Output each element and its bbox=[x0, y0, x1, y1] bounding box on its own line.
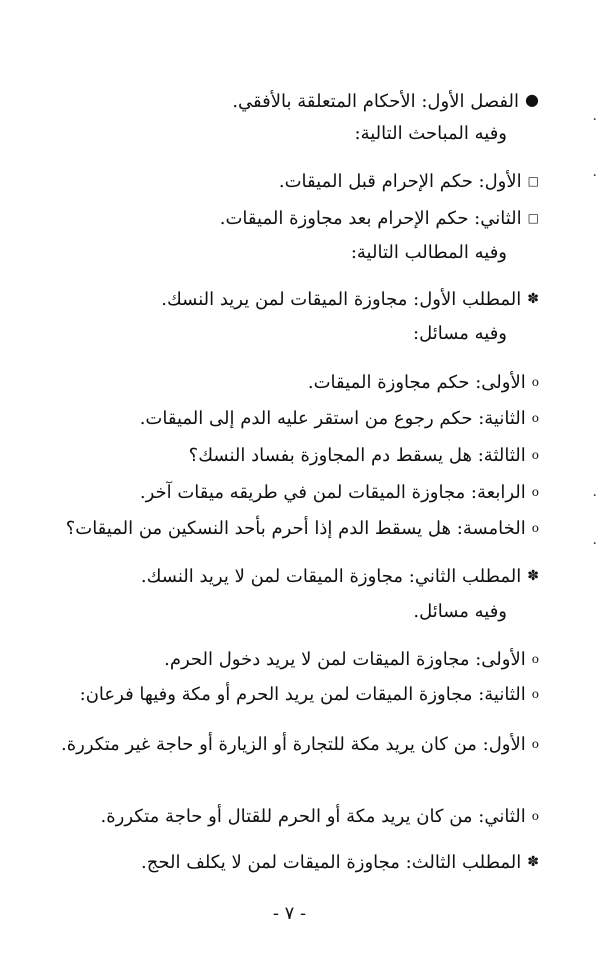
page-number: - ٧ - bbox=[272, 903, 307, 924]
issue-item-text: الرابعة: مجاوزة الميقات لمن في طريقه ميقات آخر. bbox=[139, 482, 526, 503]
subsection-heading bbox=[40, 848, 539, 877]
sections-intro: وفيه المباحث التالية: bbox=[354, 123, 507, 144]
branch-item bbox=[40, 726, 539, 763]
issue-item bbox=[40, 680, 539, 709]
issue-item-text: الثانية: مجاوزة الميقات لمن يريد الحرم أو مكة وفيها فرعان: bbox=[79, 684, 526, 705]
circle-bullet-icon: o bbox=[531, 737, 539, 751]
issue-item bbox=[40, 441, 539, 470]
circle-bullet-icon: o bbox=[531, 652, 539, 666]
chapter-heading bbox=[40, 86, 539, 116]
section-item-text: الثاني: حكم الإحرام بعد مجاوزة الميقات. bbox=[219, 208, 522, 229]
issues-intro: وفيه مسائل. bbox=[413, 601, 507, 622]
branch-item-text: الثاني: من كان يريد مكة أو الحرم للقتال أو حاجة متكررة. bbox=[100, 806, 526, 827]
scan-edge-mark: · bbox=[592, 112, 597, 128]
subsection-heading-text: المطلب الثالث: مجاوزة الميقات لمن لا يكلف الحج. bbox=[141, 852, 522, 873]
scan-edge-mark: · bbox=[592, 536, 597, 552]
subsection-heading-text: المطلب الأول: مجاوزة الميقات لمن يريد النسك. bbox=[161, 289, 522, 310]
circle-bullet-icon: o bbox=[531, 411, 539, 425]
bullet-icon: ● bbox=[525, 90, 539, 109]
issues-intro: وفيه مسائل: bbox=[413, 323, 507, 344]
issue-item-text: الخامسة: هل يسقط الدم إذا أحرم بأحد النسكين من الميقات؟ bbox=[65, 518, 526, 539]
section-item-text: الأول: حكم الإحرام قبل الميقات. bbox=[278, 171, 522, 192]
issue-item-text: الثانية: حكم رجوع من استقر عليه الدم إلى الميقات. bbox=[139, 408, 526, 429]
star-bullet-icon: ✽ bbox=[527, 854, 539, 870]
circle-bullet-icon: o bbox=[531, 448, 539, 462]
square-bullet-icon: □ bbox=[527, 211, 539, 225]
document-page bbox=[40, 0, 539, 978]
subsections-intro: وفيه المطالب التالية: bbox=[350, 242, 507, 263]
circle-bullet-icon: o bbox=[531, 687, 539, 701]
issue-item bbox=[40, 478, 539, 507]
circle-bullet-icon: o bbox=[531, 375, 539, 389]
branch-item-text: الأول: من كان يريد مكة للتجارة أو الزيارة أو حاجة غير متكررة. bbox=[61, 734, 526, 755]
issue-item-text: الثالثة: هل يسقط دم المجاوزة بفساد النسك؟ bbox=[188, 445, 526, 466]
circle-bullet-icon: o bbox=[531, 485, 539, 499]
issue-item-text: الأولى: حكم مجاوزة الميقات. bbox=[307, 372, 526, 393]
subsection-heading-text: المطلب الثاني: مجاوزة الميقات لمن لا يريد النسك. bbox=[140, 566, 522, 587]
subsection-heading bbox=[40, 562, 539, 591]
star-bullet-icon: ✽ bbox=[527, 568, 539, 584]
section-item bbox=[40, 167, 539, 196]
circle-bullet-icon: o bbox=[531, 521, 539, 535]
issue-item bbox=[40, 368, 539, 397]
branch-item bbox=[40, 802, 539, 831]
issue-item bbox=[40, 514, 539, 543]
issue-item-text: الأولى: مجاوزة الميقات لمن لا يريد دخول الحرم. bbox=[164, 649, 526, 670]
circle-bullet-icon: o bbox=[531, 809, 539, 823]
square-bullet-icon: □ bbox=[527, 174, 539, 188]
subsection-heading bbox=[40, 285, 539, 314]
issue-item bbox=[40, 404, 539, 433]
section-item bbox=[40, 204, 539, 233]
scan-edge-mark: · bbox=[592, 488, 597, 504]
scan-edge-mark: · bbox=[592, 168, 597, 184]
star-bullet-icon: ✽ bbox=[527, 291, 539, 307]
chapter-heading-text: الفصل الأول: الأحكام المتعلقة بالأفقي. bbox=[232, 91, 520, 112]
issue-item bbox=[40, 645, 539, 674]
